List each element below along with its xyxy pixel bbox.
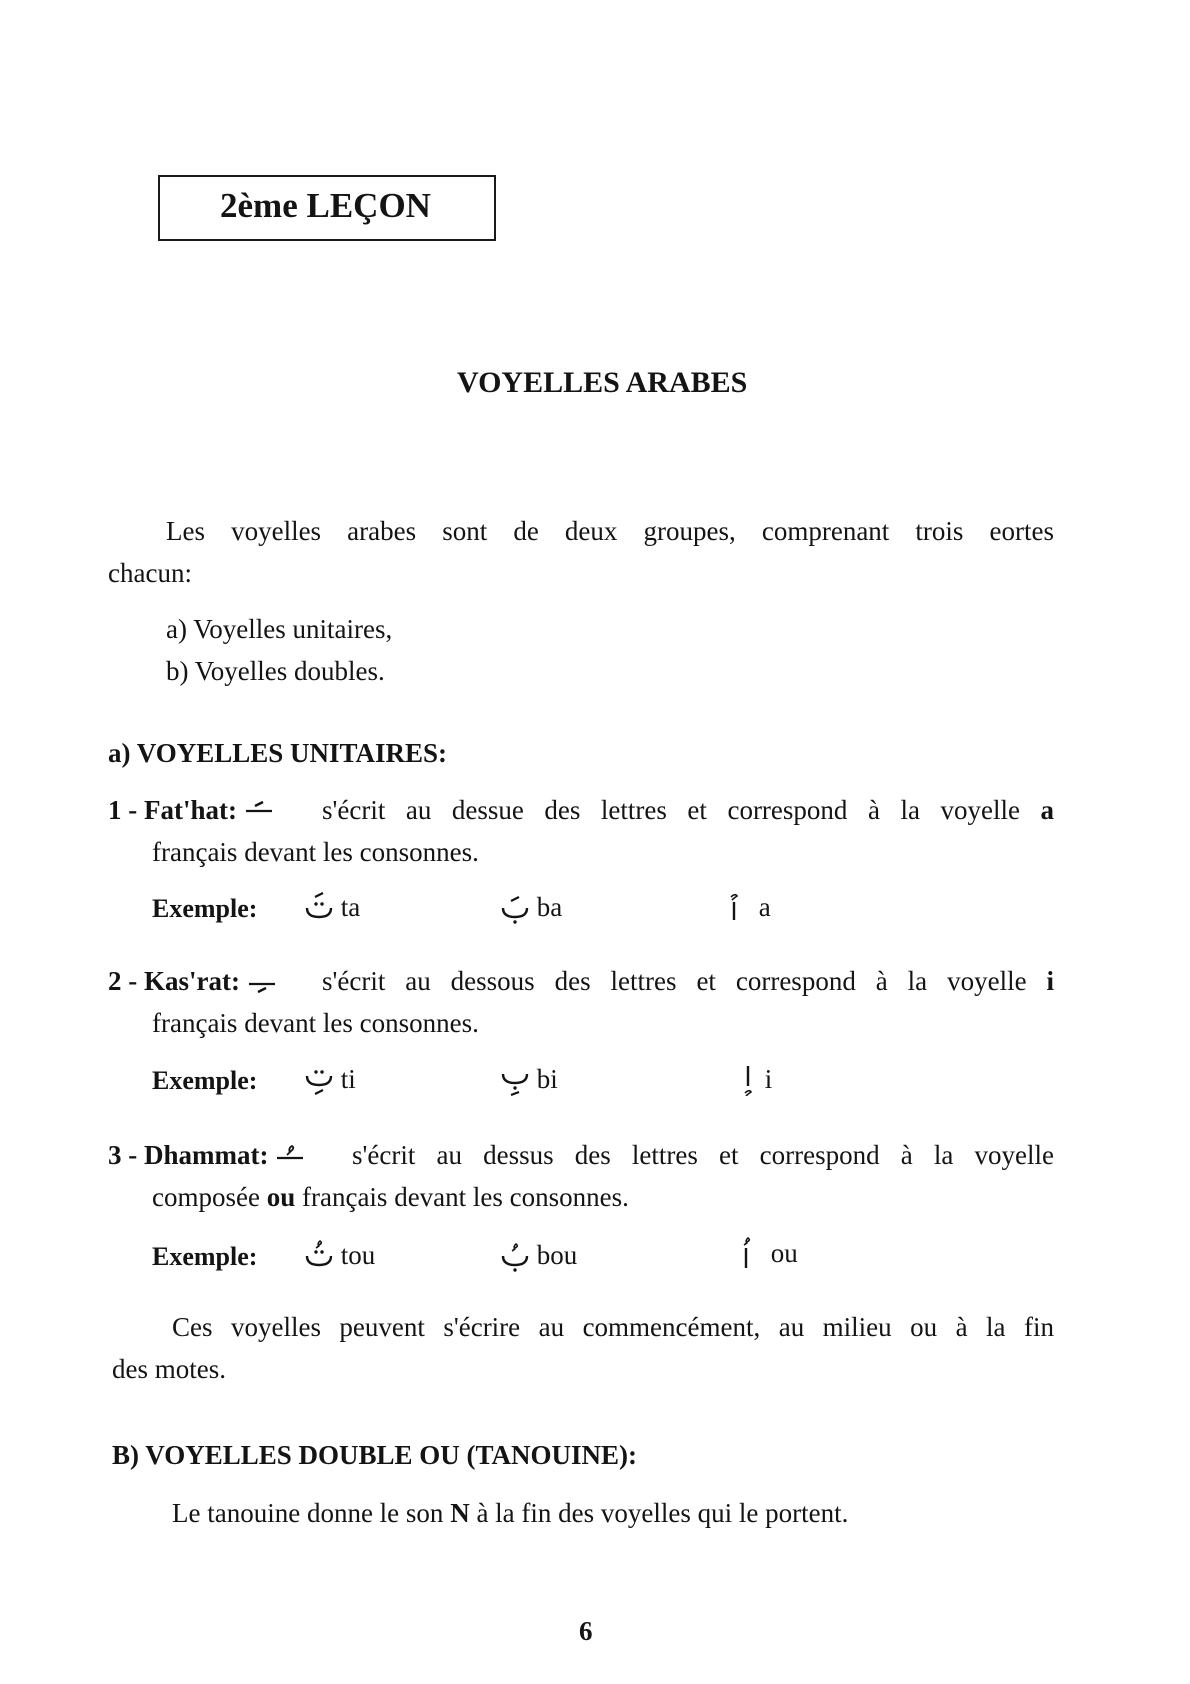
dhammat-mark-icon xyxy=(275,1138,305,1172)
page-number: 6 xyxy=(579,1616,593,1646)
ba-kasrat-letter-icon xyxy=(500,1062,530,1096)
example-alif-ou: ou xyxy=(740,1236,798,1270)
alif-kasrat-letter-icon xyxy=(742,1062,758,1096)
vowel-name-dhammat: Dhammat: xyxy=(144,1140,269,1170)
item-number: 2 - xyxy=(108,966,138,996)
lesson-title: 2ème LEÇON xyxy=(220,186,431,225)
item-kasrat xyxy=(108,964,277,998)
dhammat-description-2: composée ou français devant les consonnes. xyxy=(152,1182,629,1212)
vowel-name-kasrat: Kas'rat: xyxy=(144,966,240,996)
intro-line-1: Les voyelles arabes sont de deux groupes, comprenant trois eortes xyxy=(166,516,1054,546)
example-alif-i: i xyxy=(742,1062,772,1096)
group-item-doubles: b) Voyelles doubles. xyxy=(166,656,385,686)
alif-dhammat-letter-icon xyxy=(740,1236,764,1270)
item-number: 3 - xyxy=(108,1140,138,1170)
double-description: Le tanouine donne le son N à la fin des voyelles qui le portent. xyxy=(172,1498,849,1528)
ta-dhammat-letter-icon xyxy=(304,1238,334,1272)
section-title: VOYELLES ARABES xyxy=(457,366,748,399)
fathat-description-2: français devant les consonnes. xyxy=(152,837,479,867)
note-line-2: des motes. xyxy=(112,1354,226,1384)
ba-fathat-letter-icon xyxy=(500,890,530,924)
example-label: Exemple: xyxy=(152,1242,258,1271)
example-bi: bi xyxy=(500,1062,558,1096)
vowel-ou: ou xyxy=(266,1182,296,1212)
note-line-1: Ces voyelles peuvent s'écrire au commencément, au milieu ou à la fin xyxy=(172,1312,1054,1342)
intro-line-2: chacun: xyxy=(108,558,192,588)
fathat-description: s'écrit au dessue des lettres et correspond à la voyelle a xyxy=(322,795,1055,825)
example-label: Exemple: xyxy=(152,1066,258,1095)
fathat-mark-icon xyxy=(244,793,274,827)
item-fathat xyxy=(108,793,274,827)
item-dhammat xyxy=(108,1138,305,1172)
example-ba: ba xyxy=(500,890,562,924)
example-tou: tou xyxy=(304,1238,375,1272)
example-ta: ta xyxy=(304,890,360,924)
example-label: Exemple: xyxy=(152,894,258,923)
kasrat-description: s'écrit au dessous des lettres et correspond à la voyelle i xyxy=(322,966,1055,996)
item-number: 1 - xyxy=(108,795,138,825)
double-heading: B) VOYELLES DOUBLE OU (TANOUINE): xyxy=(112,1440,638,1470)
ta-fathat-letter-icon xyxy=(304,890,334,924)
kasrat-description-2: français devant les consonnes. xyxy=(152,1008,479,1038)
example-bou: bou xyxy=(500,1238,577,1272)
group-item-unitaires: a) Voyelles unitaires, xyxy=(166,614,393,644)
vowel-name-fathat: Fat'hat: xyxy=(144,795,237,825)
vowel-a: a xyxy=(1040,795,1055,825)
ba-dhammat-letter-icon xyxy=(500,1238,530,1272)
example-ti: ti xyxy=(304,1062,356,1096)
dhammat-description: s'écrit au dessus des lettres et correspond à la voyelle xyxy=(352,1140,1054,1170)
alif-fathat-letter-icon xyxy=(728,890,752,924)
example-alif-a: a xyxy=(728,890,771,924)
unitary-heading: a) VOYELLES UNITAIRES: xyxy=(108,738,448,768)
ta-kasrat-letter-icon xyxy=(304,1062,334,1096)
kasrat-mark-icon xyxy=(247,964,277,998)
vowel-i: i xyxy=(1046,966,1055,996)
letter-n: N xyxy=(450,1498,470,1528)
